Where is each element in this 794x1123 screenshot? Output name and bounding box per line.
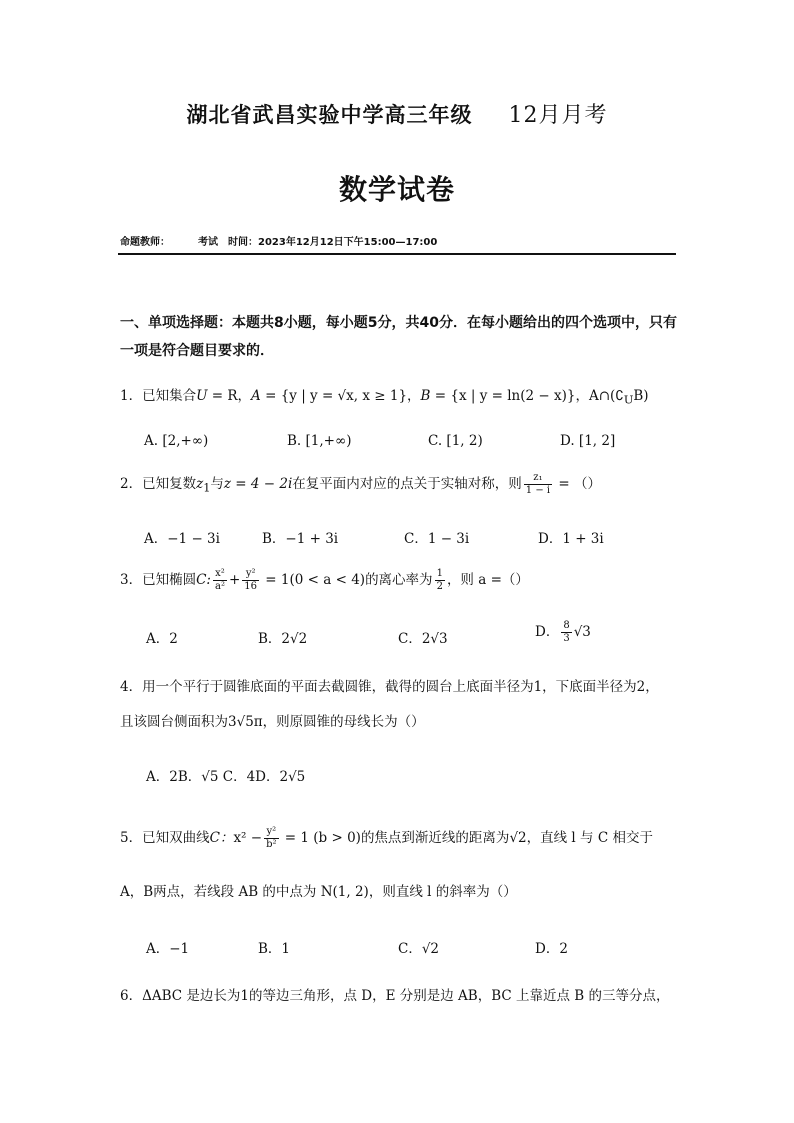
- q3-option-d-label: D．: [535, 624, 560, 640]
- q3-option-a[interactable]: A．2: [146, 631, 178, 647]
- q5-sqrt2: √2: [509, 830, 527, 846]
- question-2: [120, 472, 601, 497]
- q4-line2: 且该圆台侧面积为3√5π，则原圆锥的母线长为（）: [120, 714, 425, 730]
- q3-frac-x: [213, 568, 227, 593]
- q3-frac-x-den: a²: [214, 581, 225, 592]
- q5-frac: [264, 826, 278, 851]
- q2-z: z: [196, 476, 204, 492]
- q2-fraction: [524, 472, 552, 497]
- q2-tail: = （）: [554, 476, 601, 492]
- q2-option-c[interactable]: C．1 − 3i: [404, 531, 470, 547]
- q1-option-a[interactable]: A. [2,+∞): [144, 433, 209, 449]
- q1-set-a: = {y | y = √x, x ≥ 1}，: [260, 388, 421, 404]
- question-4: [120, 675, 659, 695]
- q3-e-num: 1: [436, 568, 443, 579]
- q6-number: 6．: [120, 988, 143, 1004]
- q5-option-a[interactable]: A．−1: [146, 941, 190, 957]
- q1-sub-u: U: [623, 393, 634, 407]
- q1-option-d[interactable]: D. [1, 2]: [560, 433, 616, 449]
- q3-option-d-tail: √3: [573, 624, 591, 640]
- q1-lead: 已知集合: [142, 388, 197, 404]
- q1-tail: B): [633, 388, 649, 404]
- q2-option-d[interactable]: D．1 + 3i: [538, 531, 604, 547]
- q3-frac-y: [242, 568, 259, 593]
- header-divider: [118, 253, 676, 255]
- q3-option-d-frac: [561, 620, 571, 645]
- q3-tail: ，则 a =（）: [446, 572, 529, 588]
- q3-e-den: 2: [436, 581, 443, 592]
- q6-text: ΔABC 是边长为1的等边三角形，点 D，E 分别是边 AB，BC 上靠近点 B 的三等分点，: [142, 988, 670, 1004]
- question-3: [120, 568, 529, 593]
- q5-x2: x² −: [233, 830, 263, 846]
- subject-title: 数学试卷: [338, 173, 455, 206]
- q5-text2: ，直线 l 与 C 相交于: [526, 830, 653, 846]
- section-heading: 一、单项选择题：本题共8小题，每小题5分，共40分．在每小题给出的四个选项中，只有一项是符合题目要求的．: [120, 315, 677, 359]
- question-1: [120, 384, 649, 407]
- q3-plus: +: [228, 572, 241, 588]
- q2-z-sub: 1: [203, 481, 211, 495]
- q2-z-eq: z = 4 − 2i: [223, 476, 293, 492]
- exam-title: [0, 98, 794, 129]
- q5-option-b[interactable]: B．1: [258, 941, 291, 957]
- q1-set-b: = {x | y = ln(2 − x)}，A∩(∁: [430, 388, 624, 404]
- exam-time: 考试 时间：2023年12月12日下午15:00—17:00: [198, 237, 438, 248]
- q2-lead: 已知复数: [142, 476, 197, 492]
- q3-frac-y-den: 16: [244, 581, 258, 592]
- q3-option-d-den: 3: [563, 633, 570, 644]
- exam-meta: [120, 233, 437, 248]
- q5-var-c: C：: [209, 830, 234, 846]
- q1-var-u: U: [196, 388, 208, 404]
- teacher-label: 命题教师：: [120, 237, 170, 248]
- q2-frac-den: 1 − i: [525, 485, 551, 496]
- q2-option-b[interactable]: B．−1 + 3i: [262, 531, 339, 547]
- q2-mid: 与: [210, 476, 224, 492]
- q5-frac-den: b²: [266, 839, 277, 850]
- q3-frac-y-num: y²: [242, 568, 259, 581]
- q4-number: 4．: [120, 679, 143, 695]
- q1-number: 1．: [120, 388, 143, 404]
- q2-text: 在复平面内对应的点关于实轴对称，则: [292, 476, 522, 492]
- q3-option-d-num: 8: [563, 620, 570, 631]
- q5-lead: 已知双曲线: [142, 830, 210, 846]
- q2-frac-num: z₁: [524, 472, 552, 485]
- q1-option-b[interactable]: B. [1,+∞): [287, 433, 352, 449]
- q5-condition: = 1 (b > 0): [280, 830, 361, 846]
- q5-line2: A，B两点，若线段 AB 的中点为 N(1, 2)，则直线 l 的斜率为（）: [120, 884, 517, 900]
- q4-line1: 用一个平行于圆锥底面的平面去截圆锥，截得的圆台上底面半径为1，下底面半径为2，: [142, 679, 659, 695]
- q3-condition: = 1(0 < a < 4): [261, 572, 366, 588]
- q5-frac-num: y²: [264, 826, 278, 839]
- q2-number: 2．: [120, 476, 143, 492]
- q3-option-c[interactable]: C．2√3: [398, 631, 448, 647]
- q5-text: 的焦点到渐近线的距离为: [360, 830, 510, 846]
- school-title: 湖北省武昌实验中学高三年级: [186, 102, 473, 127]
- q5-option-d[interactable]: D．2: [535, 941, 568, 957]
- q5-option-c[interactable]: C．√2: [398, 941, 440, 957]
- q1-var-a: A: [251, 388, 261, 404]
- question-6: [120, 984, 670, 1004]
- q3-option-d[interactable]: [535, 620, 591, 645]
- question-5: [120, 826, 653, 851]
- q3-lead: 已知椭圆: [142, 572, 197, 588]
- q3-var-c: C:: [196, 572, 211, 588]
- q1-var-b: B: [420, 388, 431, 404]
- q3-number: 3．: [120, 572, 143, 588]
- q5-number: 5．: [120, 830, 143, 846]
- q3-text: 的离心率为: [365, 572, 433, 588]
- q3-option-b[interactable]: B．2√2: [258, 631, 308, 647]
- q3-frac-x-num: x²: [213, 568, 227, 581]
- q4-options[interactable]: A．2B．√5 C．4D．2√5: [146, 769, 306, 785]
- q1-eq-r: = R，: [207, 388, 252, 404]
- q1-option-c[interactable]: C. [1, 2): [428, 433, 483, 449]
- q3-frac-e: [435, 568, 445, 593]
- q2-option-a[interactable]: A．−1 − 3i: [144, 531, 220, 547]
- exam-month: 12月月考: [508, 103, 608, 128]
